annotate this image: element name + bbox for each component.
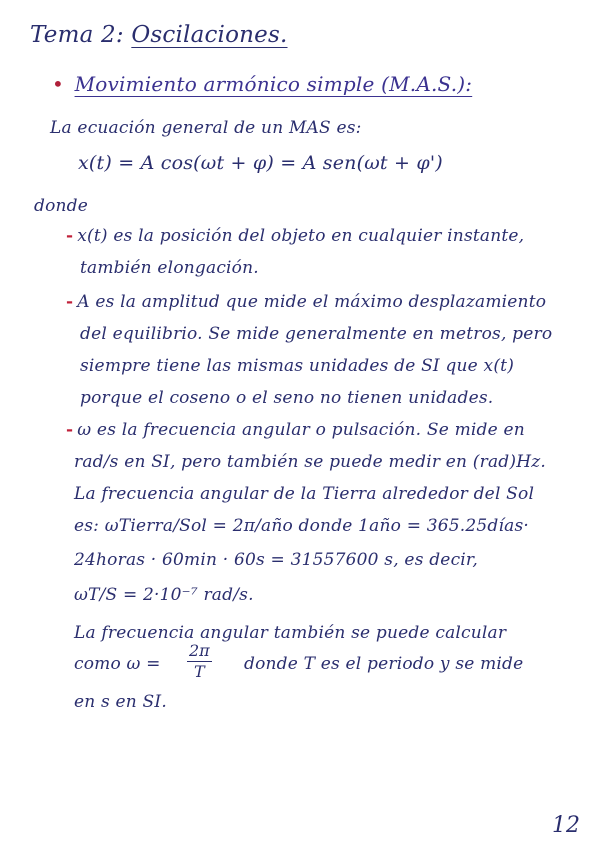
bullet-angular-frequency-cont-4: 24horas · 60min · 60s = 31557600 s, es decir,	[74, 550, 478, 570]
bullet-angular-frequency-cont-3: es: ωTierra/Sol = 2π/año donde 1año = 365.25días·	[74, 516, 530, 536]
section-heading-text: Movimiento armónico simple (M.A.S.):	[74, 72, 473, 96]
closing-line-2-end: donde T es el periodo y se mide	[244, 654, 524, 674]
fraction-numerator: 2π	[189, 641, 210, 660]
closing-line-3: en s en SI.	[74, 692, 167, 712]
bullet-angular-frequency-cont-5: ωT/S = 2·10⁻⁷ rad/s.	[74, 585, 254, 605]
dash-marker: -	[66, 420, 74, 440]
bullet-position	[66, 226, 524, 246]
bullet-amplitude-cont-3: porque el coseno o el seno no tienen unidades.	[80, 388, 494, 408]
page-title	[30, 22, 288, 48]
donde-label: donde	[34, 196, 89, 216]
bullet-amplitude-cont-2: siempre tiene las mismas unidades de SI que x(t)	[80, 356, 515, 376]
bullet-position-cont: también elongación.	[80, 258, 259, 278]
bullet-angular-frequency-cont-1: rad/s en SI, pero también se puede medir en (rad)Hz.	[74, 452, 546, 472]
bullet-amplitude-text: A es la amplitud que mide el máximo desplazamiento	[77, 292, 547, 312]
title-prefix: Tema 2:	[30, 22, 124, 48]
bullet-angular-frequency-text: ω es la frecuencia angular o pulsación. Se mide en	[77, 420, 525, 440]
bullet-angular-frequency	[66, 420, 525, 440]
dash-marker: -	[66, 292, 74, 312]
intro-line: La ecuación general de un MAS es:	[50, 118, 362, 138]
title-topic: Oscilaciones.	[131, 22, 288, 48]
bullet-icon: •	[52, 72, 64, 96]
bullet-amplitude-cont-1: del equilibrio. Se mide generalmente en metros, pero	[80, 324, 553, 344]
bullet-angular-frequency-cont-2: La frecuencia angular de la Tierra alrededor del Sol	[74, 484, 535, 504]
closing-line-2-start: como ω =	[74, 654, 161, 674]
mas-formula: x(t) = A cos(ωt + φ) = A sen(ωt + φ')	[78, 152, 443, 174]
dash-marker: -	[66, 226, 74, 246]
fraction-2pi-over-T	[187, 641, 212, 682]
bullet-position-text: x(t) es la posición del objeto en cualquier instante,	[77, 226, 525, 246]
closing-line-1: La frecuencia angular también se puede calcular	[74, 623, 507, 643]
bullet-amplitude	[66, 292, 546, 312]
fraction-denominator: T	[194, 662, 205, 681]
page-number: 12	[552, 813, 580, 838]
section-heading	[52, 72, 472, 96]
